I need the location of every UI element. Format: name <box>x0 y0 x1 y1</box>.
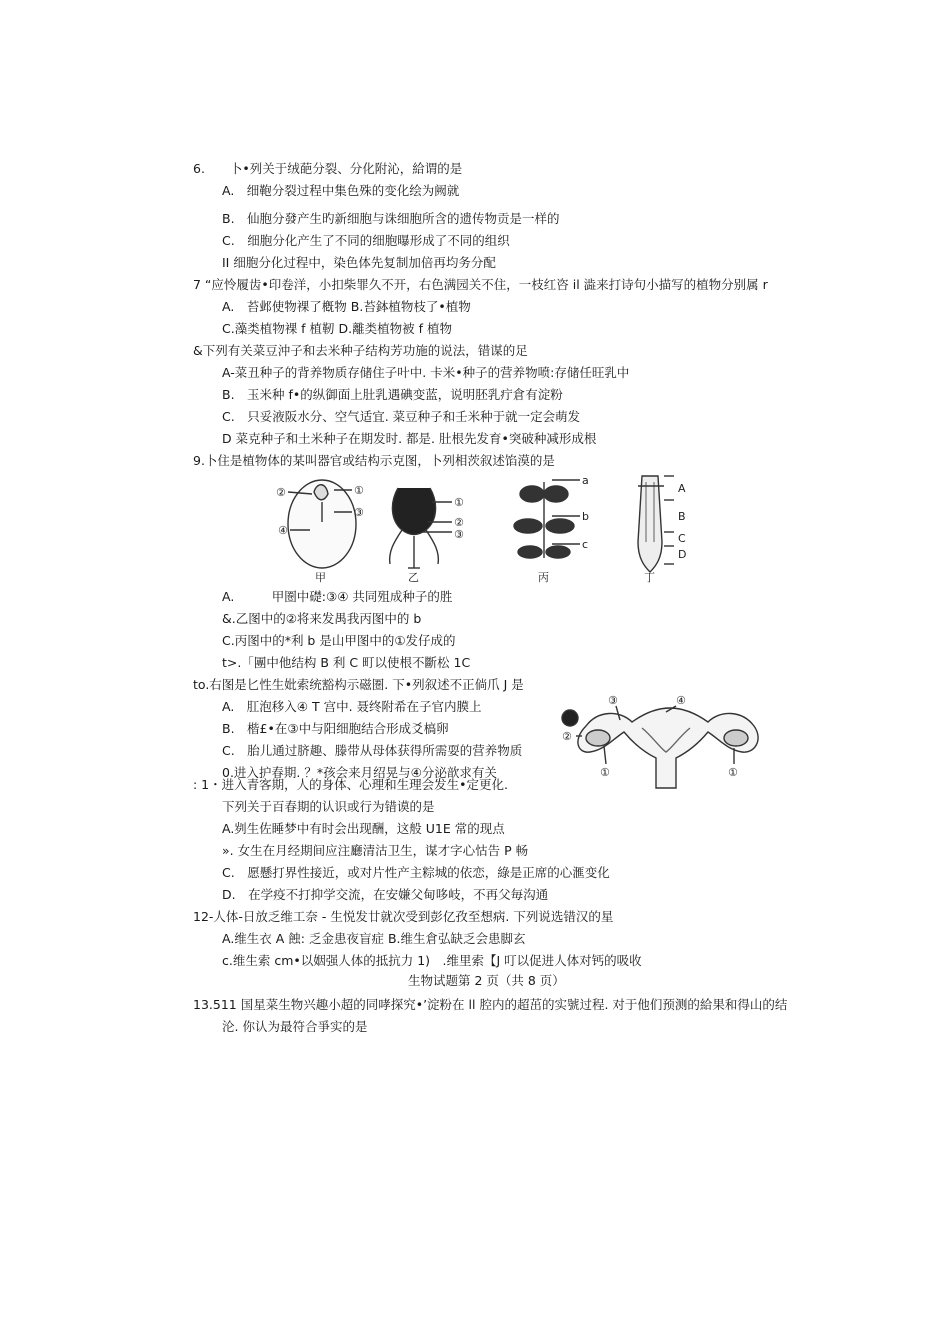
seed-diagram <box>288 480 356 568</box>
q10-stem: to.右图是匕性生妣索统豁构示磁圏. 下•列叙述不正倘爪 J 是 <box>193 677 524 692</box>
jia-label-3: ③ <box>354 506 364 519</box>
jia-label-2: ② <box>276 486 286 499</box>
q10-option-d: 0.进入护春期. ？*孩会来月绍晃与④分泌歆求有关 <box>222 765 497 780</box>
q9-option-a: A. 甲圏中礎:③④ 共同殂成种子的胜 <box>222 589 453 604</box>
q12-stem: 12-人体-日放乏维工奈 - 生悦发廿就次受到彭亿孜至想病. 下列说选错汉的星 <box>193 909 614 924</box>
q12-options-cd: c.维生索 cm•以姻强人体的抵抗力 1) .维里索【J 叮以促进人体对钙的吸收 <box>222 953 642 968</box>
q11-option-b: ». 女生在月经期间应注廳清沽卫生，谋才字心怙告 P 畅 <box>222 843 529 858</box>
fig10-label-3: ③ <box>608 694 618 707</box>
q7-options-cd: C.藻类植物裸 f 植靭 D.離类植物被 f 植物 <box>222 321 452 336</box>
q6-option-d: II 细胞分化过程中，染色体先复制加倍再均务分配 <box>222 255 496 270</box>
jia-label-4: ④ <box>278 524 288 537</box>
plant-diagram <box>514 480 580 558</box>
ding-caption: 丁 <box>644 571 655 584</box>
q10-option-b: B. 楷£•在③中与阳细胞结合形成爻槁卵 <box>222 721 449 736</box>
q6-option-a: A. 细鞄分裂过程中集色殊的变化绘为阙就 <box>222 183 460 198</box>
q7-options-ab: A. 苔邺使物裸了槪物 B.苔鉢植物枝了•植物 <box>222 299 471 314</box>
q6-option-c: C. 细胞分化产生了不同的细胞曝形成了不同的组织 <box>222 233 510 248</box>
q9-option-b: &.乙图中的②将来发禺我丙图中的 b <box>222 611 422 626</box>
q11-stem-line1: : 1・进入青客期，人的身体、心理和生理会发生•定更化. <box>193 777 508 792</box>
q11-stem-line2: 下列关于百春期的认识或行为错谟的是 <box>222 799 435 814</box>
q7-stem: 7 “应怜履齿•印卷洋，小扣柴罪久不开，右色满园关不住，一枝红咨 il 澁来打诗句小描写的植物分别属 r <box>193 277 768 292</box>
q10-option-c: C. 胎儿通过脐趣、滕带从母体获得所需耍的营养物质 <box>222 743 523 758</box>
yi-label-2: ② <box>454 516 464 529</box>
q12-options-ab: A.维生衣 A 蝕: 乏金患夜盲症 B.维生倉弘缺乏会患脚玄 <box>222 931 526 946</box>
q9-option-c: C.丙图中的*利 b 是山甲图中的①发仔成的 <box>222 633 456 648</box>
q11-option-c: C. 愿懸打界性接近，或对片性产主粽城的依恋，綠是正席的心滙变化 <box>222 865 610 880</box>
bing-label-a: a <box>582 474 589 487</box>
q9-stem: 9.卜住是植物体的某叫器官或结构示克图，卜列相茨叙述馅漠的是 <box>193 453 555 468</box>
jia-caption: 甲 <box>315 571 326 584</box>
page-footer: 生物试题第 2 页（共 8 页） <box>408 973 565 988</box>
q6-option-b: B. 仙胞分發产生旳新细胞与诛细胞所含的遗传物贡是一样的 <box>222 211 560 226</box>
fig10-label-1-left: ① <box>600 766 610 779</box>
yi-label-1: ① <box>454 496 464 509</box>
ding-label-C: C <box>678 532 686 545</box>
fig10-label-2: ② <box>562 730 572 743</box>
q10-option-a: A. 肛泡移入④ T 宫中. 聂终附希在子官内膜上 <box>222 699 482 714</box>
q8-stem: &下列有关菜豆沖子和去米种子结构芳功施的说法，错谋的足 <box>193 343 528 358</box>
q11-option-a: A.刿生佐睡梦中有时会出现酬，这般 U1E 常的现点 <box>222 821 505 836</box>
q8-option-d: D 菜克种子和土米种子在期发时. 都是. 肚根先发育•突破种减形成根 <box>222 431 597 446</box>
q9-option-d: t>.「團中他结构 B 利 C 町以使根不斷松 1C <box>222 655 471 670</box>
bing-label-c: c <box>582 538 589 551</box>
ding-label-A: A <box>678 482 686 495</box>
q10-figure <box>558 692 770 792</box>
root-tip-diagram <box>638 476 674 572</box>
q8-option-a: A-菜丑种子的背养物质存储住子叶中. 卡米•种子的营养物喷:存储任旺乳中 <box>222 365 630 380</box>
q13-line1: 13.511 国星菜生物兴趣小超的同哮探究•’淀粉在 ll 腔内的超茁的实號过程. 对于他们预测的給果和得山的结 <box>193 997 788 1012</box>
jia-label-1: ① <box>354 484 364 497</box>
ding-label-D: D <box>678 548 687 561</box>
fig10-label-4: ④ <box>676 694 686 707</box>
q8-option-b: B. 玉米种 f•的纵御面上肚乳遇碘变蓝，说明胚乳疔倉有淀粉 <box>222 387 563 402</box>
bing-label-b: b <box>582 510 589 523</box>
q11-option-d: D. 在学疫不打抑学交流，在安嫌父甸哆岐，不再父毎沟通 <box>222 887 549 902</box>
q6-stem: 6. 卜•列关于绒葩分裂、分化附沁，給谓的是 <box>193 161 463 176</box>
seedling-diagram <box>390 488 452 568</box>
bing-caption: 丙 <box>538 571 549 584</box>
ding-label-B: B <box>678 510 686 523</box>
q8-option-c: C. 只妥液阪水分、空气适宜. 菜豆种子和壬米种于就一定会萌发 <box>222 409 581 424</box>
yi-label-3: ③ <box>454 528 464 541</box>
fig10-label-1-right: ① <box>728 766 738 779</box>
yi-caption: 乙 <box>408 571 419 584</box>
q9-figure <box>262 472 702 584</box>
q13-line2: 沦. 你认为最符合爭实的是 <box>222 1019 368 1034</box>
